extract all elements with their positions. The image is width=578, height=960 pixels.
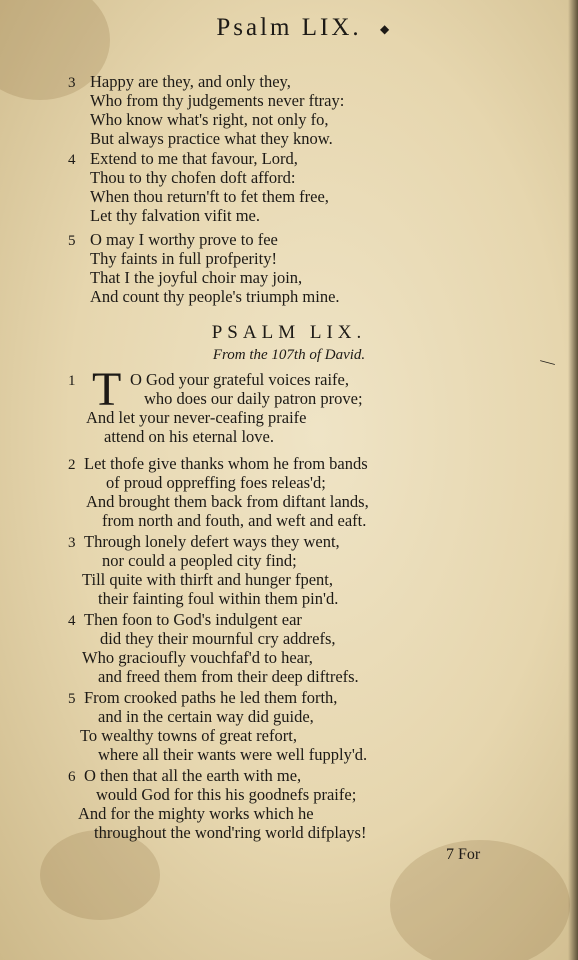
margin-mark: —: [538, 352, 557, 372]
verse-line: and freed them from their deep diftrefs.: [98, 667, 359, 686]
verse-line: where all their wants were well fupply'd.: [98, 745, 368, 764]
psalm-title: PSALM LIX.: [211, 322, 367, 343]
stanza-1: [68, 370, 363, 446]
verse-line: would God for this his goodnefs praife;: [96, 785, 357, 804]
stanza-6: [68, 766, 366, 842]
verse-line: who does our daily patron prove;: [144, 389, 363, 408]
verse-line: attend on his eternal love.: [104, 427, 274, 446]
verse-line: Till quite with thirft and hunger fpent,: [82, 570, 333, 589]
verse-line: nor could a peopled city find;: [102, 551, 297, 570]
stanza-number: 6: [68, 769, 76, 785]
verse-line: And count thy people's triumph mine.: [90, 287, 340, 306]
verse-line: 5 O may I worthy prove to fee: [68, 230, 278, 249]
stanza-number: 4: [68, 152, 76, 168]
page-header: [0, 14, 578, 42]
verse-line: did they their mournful cry addrefs,: [100, 629, 336, 648]
stanza-first-4: [68, 149, 329, 225]
verse-line: 2 Let thofe give thanks whom he from bands: [68, 454, 368, 473]
page-edge: [568, 0, 578, 960]
stanza-number: 5: [68, 233, 76, 249]
verse-line: Thou to thy chofen doft afford:: [90, 168, 296, 187]
verse-line: Thy faints in full profperity!: [90, 249, 277, 268]
verse-line: Who from thy judgements never ftray:: [90, 91, 345, 110]
psalm-subtitle: From the 107th of David.: [212, 347, 366, 363]
drop-cap: T: [92, 363, 122, 416]
stanza-number: 1: [68, 373, 76, 389]
stanza-4: [68, 610, 359, 686]
verse-line: throughout the wond'ring world difplays!: [94, 823, 367, 842]
stanza-number: 5: [68, 691, 76, 707]
verse-line: To wealthy towns of great refort,: [80, 726, 297, 745]
catchword: 7 For: [446, 846, 481, 863]
verse-line: of proud oppreffing foes releas'd;: [106, 473, 326, 492]
stanza-number: 4: [68, 613, 76, 629]
stanza-first-5: [68, 230, 340, 306]
verse-line: 5 From crooked paths he led them forth,: [68, 688, 338, 707]
verse-line: Who know what's right, not only fo,: [90, 110, 329, 129]
verse-line: Let thy falvation vifit me.: [90, 206, 260, 225]
verse-line: That I the joyful choir may join,: [90, 268, 303, 287]
stanza-number: 3: [68, 535, 76, 551]
verse-line: and in the certain way did guide,: [98, 707, 314, 726]
stanza-5: [68, 688, 367, 764]
verse-line: 3 Through lonely defert ways they went,: [68, 532, 340, 551]
verse-line: their fainting foul within them pin'd.: [98, 589, 339, 608]
stanza-number: 2: [68, 457, 76, 473]
stanza-first-3: [68, 72, 344, 148]
verse-line: from north and fouth, and weft and eaft.: [102, 511, 367, 530]
verse-line: And for the mighty works which he: [78, 804, 314, 823]
stanza-3: [68, 532, 340, 608]
verse-line: 3 Happy are they, and only they,: [68, 72, 291, 91]
stanza-number: 3: [68, 75, 76, 91]
verse-line: And let your never-ceafing praife: [86, 408, 307, 427]
verse-line: When thou return'ft to fet them free,: [90, 187, 329, 206]
verse-line: 4 Extend to me that favour, Lord,: [68, 149, 298, 168]
verse-line: And brought them back from diftant lands,: [86, 492, 369, 511]
stain-3: [40, 830, 160, 920]
page-header-title: Psalm LIX.: [216, 14, 362, 41]
verse-line: 6 O then that all the earth with me,: [68, 766, 302, 785]
verse-line: But always practice what they know.: [90, 129, 333, 148]
verse-line: 4 Then foon to God's indulgent ear: [68, 610, 302, 629]
stanza-2: [68, 454, 369, 530]
verse-line: Who gracioufly vouchfaf'd to hear,: [82, 648, 313, 667]
header-ornament: ◆: [380, 22, 393, 36]
verse-line: 1 O God your grateful voices raife,: [68, 370, 350, 389]
